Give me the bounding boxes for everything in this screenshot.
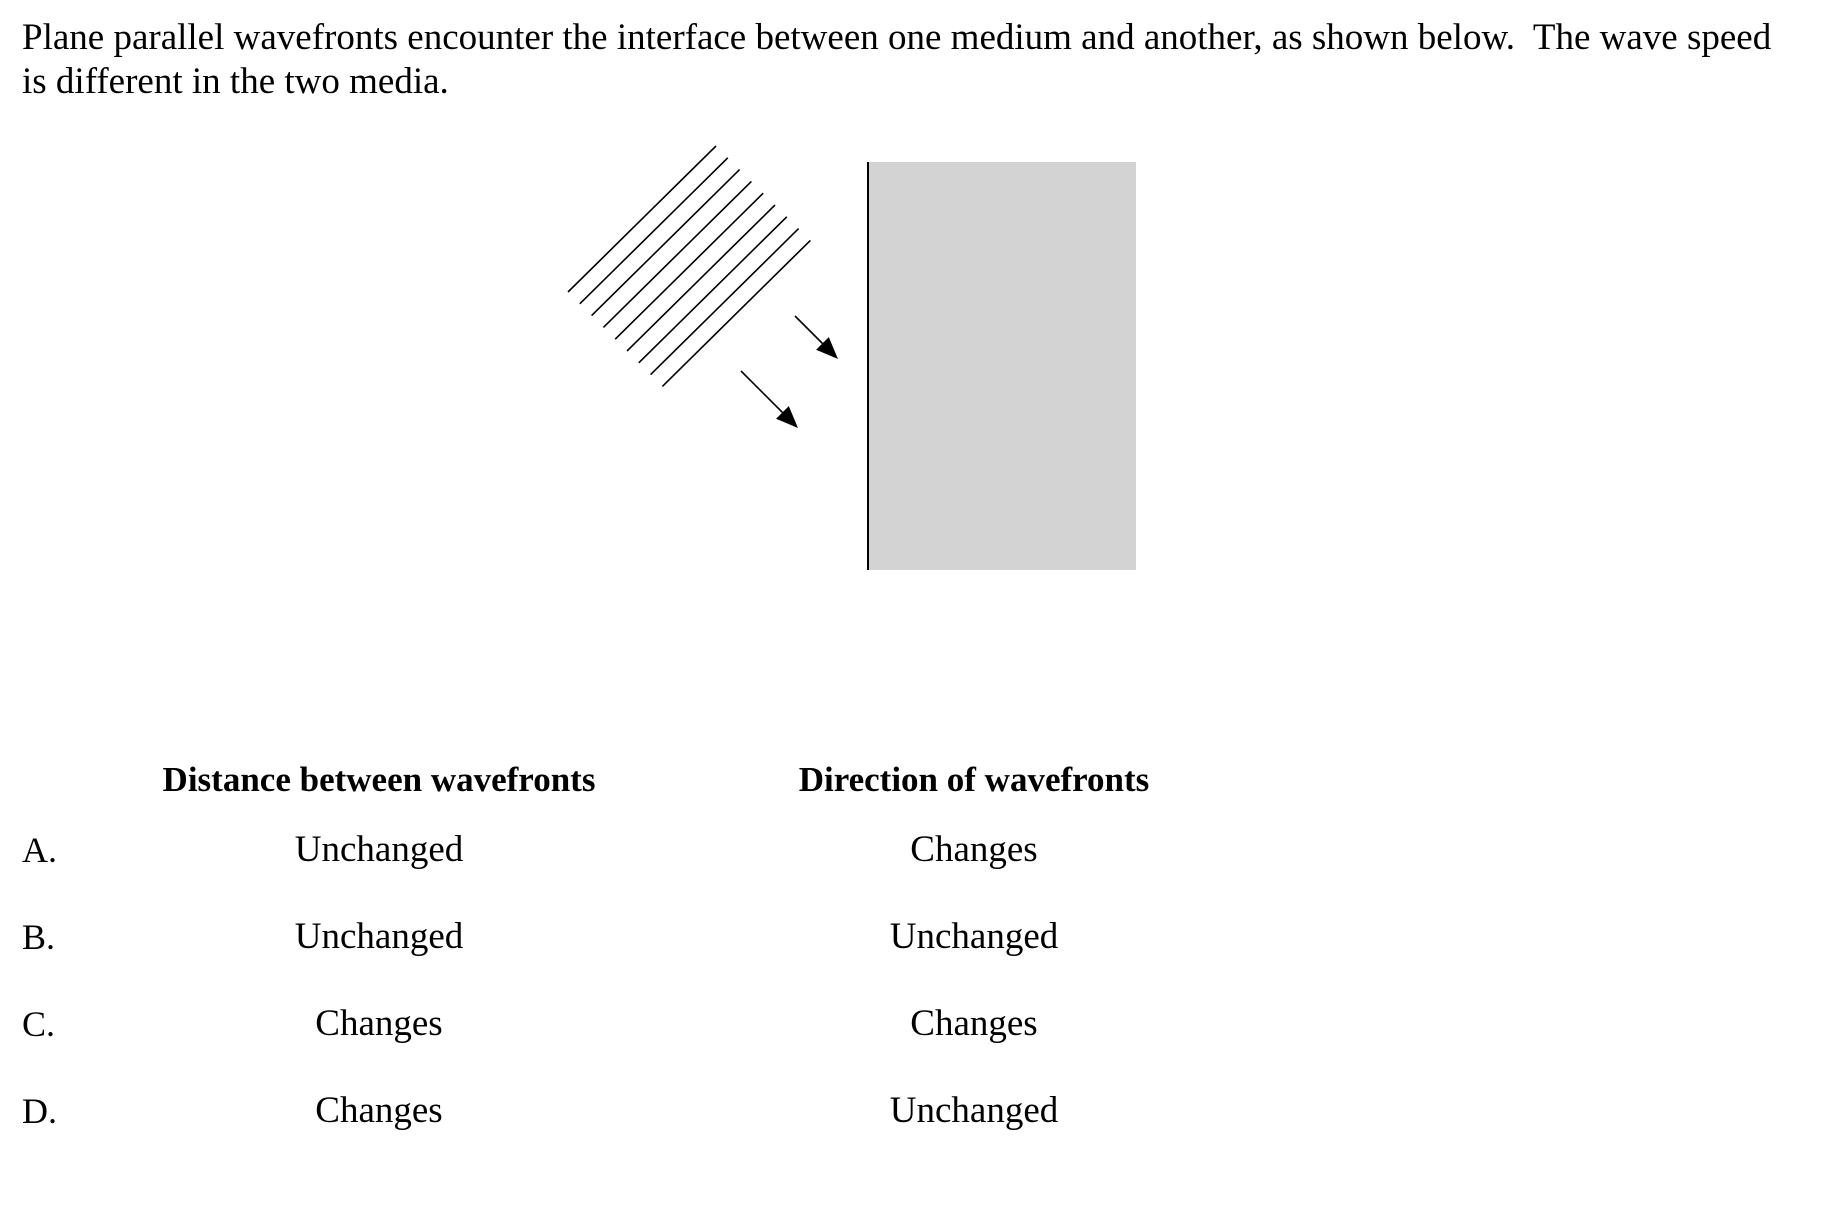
wavefront-line [627,205,775,351]
wavefront-line [592,170,740,316]
option-distance-value: Unchanged [294,916,464,957]
second-medium-block [868,162,1136,570]
wavefront-line [639,217,787,363]
wavefront-line [651,229,799,375]
column-header-distance: Distance between wavefronts [162,760,596,799]
direction-arrows [741,316,838,428]
wavefront-line [603,181,751,327]
wavefront-line [568,146,716,292]
direction-arrow-shaft [741,371,788,418]
option-row-a[interactable] [0,828,1836,878]
column-header-direction: Direction of wavefronts [798,760,1150,799]
option-distance-value: Unchanged [294,829,464,870]
wavefront-line [662,240,810,386]
option-distance-value: Changes [315,1003,443,1044]
wavefront-line [580,158,728,304]
option-letter: C. [22,1004,56,1044]
wavefront-lines [568,146,810,386]
option-direction-value: Unchanged [889,1090,1059,1131]
option-letter: A. [22,830,57,870]
option-row-d[interactable] [0,1089,1836,1139]
option-direction-value: Changes [910,1003,1038,1044]
wavefront-line [615,193,763,339]
question-intro-text: Plane parallel wavefronts encounter the interface between one medium and another, as shown below. The wave speed is different in the two media. [22,17,1781,102]
option-distance-value: Changes [315,1090,443,1131]
option-row-c[interactable] [0,1002,1836,1052]
option-letter: D. [22,1091,57,1131]
option-letter: B. [22,917,56,957]
option-direction-value: Changes [910,829,1038,870]
option-row-b[interactable] [0,915,1836,965]
option-direction-value: Unchanged [889,916,1059,957]
